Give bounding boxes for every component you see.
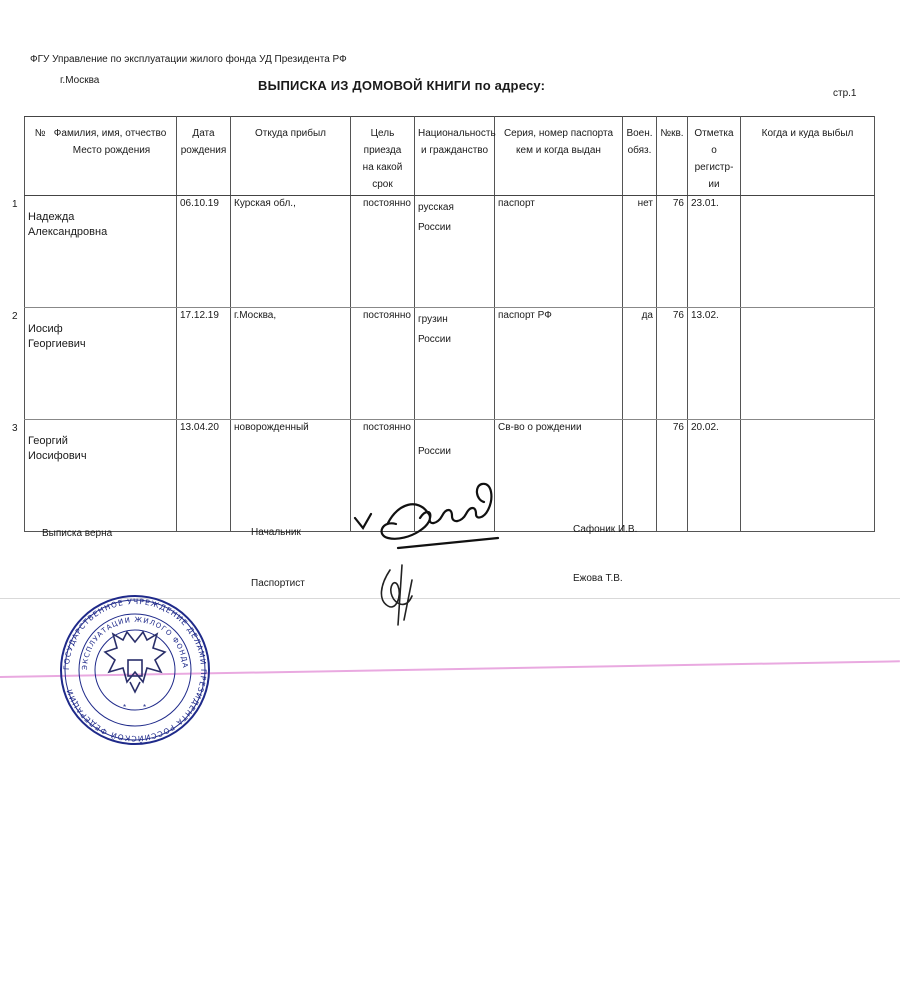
person-first-name: Георгий — [28, 435, 68, 447]
column-header-dob — [177, 117, 231, 196]
column-header-purpose-line2: на какой срок — [362, 162, 403, 190]
column-header-name-line2: Место рождения — [72, 145, 151, 156]
city-label: г.Москва — [60, 75, 100, 86]
official-stamp — [60, 522, 210, 752]
column-header-name — [25, 117, 177, 196]
cell-military: да — [623, 308, 657, 420]
person-first-name: Иосиф — [28, 323, 63, 335]
column-header-num: № — [34, 128, 46, 139]
cell-nationality — [415, 196, 495, 308]
cell-registration: 20.02. — [688, 420, 741, 532]
cell-dob: 13.04.20 — [177, 420, 231, 532]
cell-from: новорожденный — [231, 420, 351, 532]
passport-officer-signature — [372, 560, 432, 630]
cell-apt: 76 — [657, 196, 688, 308]
cell-passport: паспорт РФ — [495, 308, 623, 420]
chief-name: Сафоник И.В. — [573, 524, 638, 535]
row-number: 3 — [12, 423, 18, 434]
cell-nationality — [415, 308, 495, 420]
nationality: русская — [418, 202, 454, 213]
column-header-nationality — [415, 117, 495, 196]
svg-text:*: * — [123, 703, 127, 712]
verification-note: Выписка верна — [42, 528, 113, 539]
column-header-nationality-line1: Национальность — [418, 128, 496, 139]
citizenship: России — [418, 222, 451, 233]
cell-dob: 17.12.19 — [177, 308, 231, 420]
person-name — [28, 434, 118, 464]
citizenship: России — [418, 446, 451, 457]
cell-dob: 06.10.19 — [177, 196, 231, 308]
cell-purpose: постоянно — [351, 196, 415, 308]
citizenship: России — [418, 334, 451, 345]
cell-left — [741, 196, 875, 308]
cell-apt: 76 — [657, 308, 688, 420]
column-header-passport — [495, 117, 623, 196]
chief-label: Начальник — [251, 527, 301, 538]
column-header-military — [623, 117, 657, 196]
column-header-dob-line1: Дата — [192, 128, 215, 139]
row-number: 2 — [12, 311, 18, 322]
row-number: 1 — [12, 199, 18, 210]
table-header-row — [25, 117, 875, 196]
column-header-from: Откуда прибыл — [231, 117, 351, 196]
passport-officer-label: Паспортист — [251, 578, 305, 589]
nationality: грузин — [418, 314, 448, 325]
document-title: ВЫПИСКА ИЗ ДОМОВОЙ КНИГИ по адресу: — [258, 78, 546, 93]
cell-left — [741, 308, 875, 420]
column-header-military-line1: Воен. — [626, 128, 653, 139]
column-header-purpose-line1: Цель приезда — [363, 128, 402, 156]
cell-registration: 23.01. — [688, 196, 741, 308]
cell-purpose: постоянно — [351, 420, 415, 532]
column-header-nationality-line2: и гражданство — [420, 145, 489, 156]
stamp-inner-text: ЭКСПЛУАТАЦИИ ЖИЛОГО ФОНДА — [80, 615, 190, 671]
column-header-purpose — [351, 117, 415, 196]
person-name — [28, 210, 118, 240]
cell-name — [12, 196, 177, 308]
cell-passport: Св-во о рождении — [495, 420, 623, 532]
column-header-left: Когда и куда выбыл — [741, 117, 875, 196]
cell-apt: 76 — [657, 420, 688, 532]
cell-purpose: постоянно — [351, 308, 415, 420]
organization-name: ФГУ Управление по эксплуатации жилого фонда УД Президента РФ — [30, 54, 347, 65]
column-header-dob-line2: рождения — [180, 145, 227, 156]
house-book-table — [12, 116, 875, 532]
cell-passport: паспорт — [495, 196, 623, 308]
column-header-registration — [688, 117, 741, 196]
cell-military — [623, 420, 657, 532]
column-header-registration-line1: Отметка о — [694, 128, 734, 156]
cell-name — [12, 420, 177, 532]
svg-text:*: * — [143, 703, 147, 712]
table-row — [25, 196, 875, 308]
table-row — [25, 308, 875, 420]
cell-from: г.Москва, — [231, 308, 351, 420]
stamp-outer-text: ГОСУДАРСТВЕННОЕ УЧРЕЖДЕНИЕ ДЕЛАМИ ПРЕЗИДЕНТА РОССИЙСКОЙ ФЕДЕРАЦИИ — [61, 596, 209, 744]
person-patronymic: Георгиевич — [28, 338, 86, 350]
column-header-apt: №кв. — [657, 117, 688, 196]
page-number: стр.1 — [833, 88, 857, 99]
coat-of-arms-icon — [105, 632, 165, 692]
passport-officer-name: Ежова Т.В. — [573, 573, 623, 584]
column-header-registration-line2: регистр-ии — [694, 162, 734, 190]
person-name — [28, 322, 118, 352]
person-patronymic: Иосифович — [28, 450, 87, 462]
cell-from: Курская обл., — [231, 196, 351, 308]
column-header-name-line1: Фамилия, имя, отчество — [53, 128, 167, 139]
cell-military: нет — [623, 196, 657, 308]
person-first-name: Надежда — [28, 211, 75, 223]
column-header-military-line2: обяз. — [627, 145, 652, 156]
cell-left — [741, 420, 875, 532]
cell-registration: 13.02. — [688, 308, 741, 420]
column-header-passport-line2: кем и когда выдан — [516, 145, 601, 156]
person-patronymic: Александровна — [28, 226, 108, 238]
cell-name — [12, 308, 177, 420]
column-header-passport-line1: Серия, номер паспорта — [503, 128, 614, 139]
